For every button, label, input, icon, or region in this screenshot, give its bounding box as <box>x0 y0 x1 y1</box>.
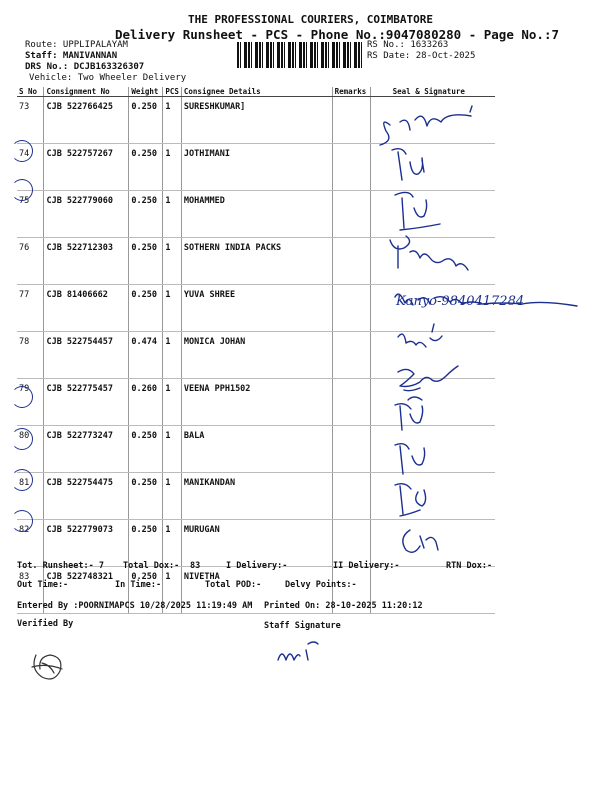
col-header: Weight <box>129 87 163 97</box>
ii-delivery-label: II Delivery:- <box>333 561 400 571</box>
remarks-cell <box>332 285 370 332</box>
sno-cell: 83 <box>17 567 44 614</box>
remarks-cell <box>332 191 370 238</box>
sno-cell: 80 <box>17 426 44 473</box>
consignment-cell: CJB 522757267 <box>44 144 129 191</box>
sno-cell: 77 <box>17 285 44 332</box>
circle-mark <box>11 179 33 201</box>
sno-cell: 79 <box>17 379 44 426</box>
remarks-cell <box>332 97 370 144</box>
verifier-signature <box>28 645 68 685</box>
pcs-cell: 1 <box>163 238 182 285</box>
sno-cell: 73 <box>17 97 44 144</box>
pcs-cell: 1 <box>163 426 182 473</box>
remarks-cell <box>332 144 370 191</box>
consignment-cell: CJB 522754475 <box>44 473 129 520</box>
col-header: Consignment No <box>44 87 129 97</box>
signature-75 <box>395 192 440 230</box>
sno-cell: 76 <box>17 238 44 285</box>
consignment-cell: CJB 522779073 <box>44 520 129 567</box>
weight-cell: 0.250 <box>129 97 163 144</box>
remarks-cell <box>332 473 370 520</box>
consignment-cell: CJB 522766425 <box>44 97 129 144</box>
barcode <box>237 42 363 68</box>
consignee-cell: VEENA PPH1502 <box>181 379 332 426</box>
weight-cell: 0.250 <box>129 426 163 473</box>
staff-signature-label: Staff Signature <box>264 621 341 631</box>
circle-mark <box>11 140 33 162</box>
consignee-cell: YUVA SHREE <box>181 285 332 332</box>
consignee-cell: NIVETHA <box>181 567 332 614</box>
signature-79 <box>398 366 458 391</box>
table-header-row <box>17 87 495 97</box>
col-header: Seal & Signature <box>370 87 495 97</box>
signature-81 <box>395 444 425 474</box>
circle-mark <box>11 428 33 450</box>
in-time-label: In Time:- <box>115 580 162 590</box>
verified-by-label: Verified By <box>17 619 74 629</box>
company-name: THE PROFESSIONAL COURIERS, COIMBATORE <box>188 13 434 26</box>
total-dox-value: 83 <box>190 561 201 571</box>
consignment-cell: CJB 81406662 <box>44 285 129 332</box>
signature-76 <box>390 236 468 270</box>
weight-cell: 0.250 <box>129 285 163 332</box>
printed-on: Printed On: 28-10-2025 11:20:12 <box>264 601 423 611</box>
pcs-cell: 1 <box>163 332 182 379</box>
pcs-cell: 1 <box>163 97 182 144</box>
col-header: S No <box>17 87 44 97</box>
signature-83 <box>403 530 438 552</box>
sno-cell: 75 <box>17 191 44 238</box>
runsheet-title: Delivery Runsheet - PCS - Phone No.:9047080280 - Page No.:7 <box>115 27 560 42</box>
consignee-cell: MONICA JOHAN <box>181 332 332 379</box>
entered-by: Entered By :POORNIMAPCS 10/28/2025 11:19:49 AM <box>17 601 253 611</box>
circle-mark <box>11 386 33 408</box>
consignment-cell: CJB 522748321 <box>44 567 129 614</box>
sno-cell: 78 <box>17 332 44 379</box>
weight-cell: 0.474 <box>129 332 163 379</box>
consignment-cell: CJB 522754457 <box>44 332 129 379</box>
consignee-cell: MANIKANDAN <box>181 473 332 520</box>
signature-82 <box>395 484 426 516</box>
pcs-cell: 1 <box>163 520 182 567</box>
delvy-points-label: Delvy Points:- <box>285 580 357 590</box>
out-time-label: Out Time:- <box>17 580 69 590</box>
pcs-cell: 1 <box>163 379 182 426</box>
signature-74 <box>392 149 424 180</box>
pcs-cell: 1 <box>163 567 182 614</box>
rtn-dox-label: RTN Dox:- <box>446 561 493 571</box>
pcs-cell: 1 <box>163 191 182 238</box>
remarks-cell <box>332 520 370 567</box>
weight-cell: 0.250 <box>129 144 163 191</box>
rs-date: RS Date: 28-Oct-2025 <box>367 51 476 61</box>
staff-signature <box>272 638 322 668</box>
consignee-cell: SOTHERN INDIA PACKS <box>181 238 332 285</box>
i-delivery-label: I Delivery:- <box>226 561 288 571</box>
pcs-cell: 1 <box>163 144 182 191</box>
consignee-cell: SURESHKUMAR] <box>181 97 332 144</box>
consignment-cell: CJB 522773247 <box>44 426 129 473</box>
rs-number: RS No.: 1633263 <box>367 40 449 50</box>
remarks-cell <box>332 426 370 473</box>
sno-cell: 74 <box>17 144 44 191</box>
signature-80 <box>395 397 423 430</box>
weight-cell: 0.250 <box>129 567 163 614</box>
col-header: PCS <box>163 87 182 97</box>
remarks-cell <box>332 238 370 285</box>
weight-cell: 0.250 <box>129 520 163 567</box>
consignee-cell: MURUGAN <box>181 520 332 567</box>
consignment-cell: CJB 522779060 <box>44 191 129 238</box>
consignment-cell: CJB 522775457 <box>44 379 129 426</box>
consignee-cell: JOTHIMANI <box>181 144 332 191</box>
total-pod-label: Total POD:- <box>205 580 262 590</box>
pcs-cell: 1 <box>163 473 182 520</box>
consignee-cell: MOHAMMED <box>181 191 332 238</box>
route-label: Route: UPPLIPALAYAM <box>25 40 128 50</box>
consignee-cell: BALA <box>181 426 332 473</box>
vehicle-label: Vehicle: Two Wheeler Delivery <box>29 73 187 83</box>
col-header: Consignee Details <box>181 87 332 97</box>
sno-cell: 82 <box>17 520 44 567</box>
col-header: Remarks <box>332 87 370 97</box>
drs-number: DRS No.: DCJB163326307 <box>25 62 145 72</box>
pcs-cell: 1 <box>163 285 182 332</box>
consignment-cell: CJB 522712303 <box>44 238 129 285</box>
signature-78 <box>398 324 442 347</box>
remarks-cell <box>332 332 370 379</box>
weight-cell: 0.250 <box>129 238 163 285</box>
staff-label: Staff: MANIVANNAN <box>25 51 118 61</box>
total-dox-label: Total Dox:- <box>123 561 180 571</box>
weight-cell: 0.260 <box>129 379 163 426</box>
handwritten-phone-note: Kanyo-9840417284 <box>396 294 525 309</box>
remarks-cell <box>332 379 370 426</box>
circle-mark <box>11 469 33 491</box>
signature-strokes <box>370 100 598 560</box>
sno-cell: 81 <box>17 473 44 520</box>
circle-mark <box>11 510 33 532</box>
weight-cell: 0.250 <box>129 191 163 238</box>
weight-cell: 0.250 <box>129 473 163 520</box>
tot-runsheet: Tot. Runsheet:- 7 <box>17 561 104 571</box>
signature-73 <box>380 106 472 145</box>
